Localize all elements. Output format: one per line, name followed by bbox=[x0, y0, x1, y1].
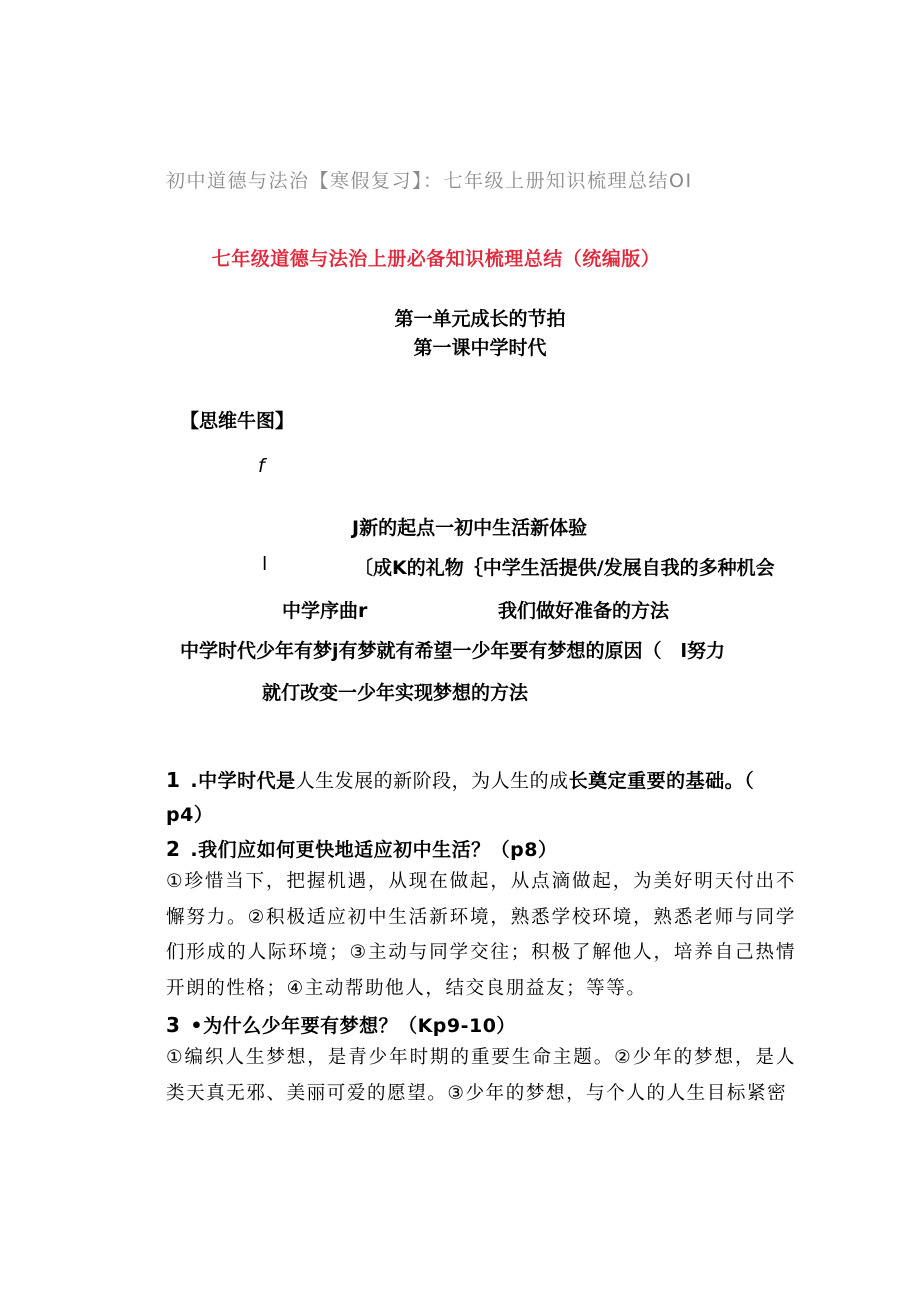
question-2-answer: ①珍惜当下，把握机遇，从现在做起，从点滴做起，为美好明天付出不懈努力。②积极适应初中生活新环境，熟悉学校环境，熟悉老师与同学们形成的人际环境；③主动与同学交往；积极了解他人，培养自己热情开朗的性格；④主动帮助他人，结交良朋益友；等等。 bbox=[166, 871, 796, 999]
question-1-bold-end: 长奠定重要的基础。（ bbox=[568, 770, 755, 792]
question-1-title bbox=[166, 766, 754, 793]
question-1-plain: 人生发展的新阶段，为人生的成 bbox=[295, 770, 569, 792]
question-number: 2 bbox=[166, 837, 181, 861]
mind-map-line-2: 〔成K的礼物｛中学生活提供/发展自我的多种机会 bbox=[354, 557, 775, 579]
lesson-heading: 第一课中学时代 bbox=[413, 337, 547, 359]
question-3-text: •为什么少年要有梦想？（Kp9-10） bbox=[190, 1015, 516, 1037]
question-number: 3 bbox=[166, 1013, 181, 1037]
mind-map-line-5: 就仃改变一少年实现梦想的方法 bbox=[262, 682, 529, 704]
question-number: 1 bbox=[166, 768, 181, 792]
mind-map-line-3-right: 我们做好准备的方法 bbox=[498, 600, 670, 622]
document-title: 七年级道德与法治上册必备知识梳理总结（统编版） bbox=[211, 248, 661, 270]
mind-map-line-2-mark: l bbox=[262, 553, 268, 575]
mind-map-mark-f: f bbox=[258, 455, 265, 477]
question-1-page-ref bbox=[166, 800, 213, 827]
question-1-tail: p4） bbox=[166, 804, 214, 826]
question-1-bold-start: .中学时代是 bbox=[190, 770, 296, 792]
mind-map-line-4: 中学时代少年有梦j有梦就有希望一少年要有梦想的原因（ l努力 bbox=[180, 640, 726, 662]
mind-map-line-3-left: 中学序曲r bbox=[282, 600, 368, 622]
mind-map-line-1: J新的起点一初中生活新体验 bbox=[352, 517, 588, 539]
unit-heading: 第一单元成长的节拍 bbox=[394, 308, 566, 330]
question-2-text: .我们应如何更快地适应初中生活？（p8） bbox=[190, 839, 558, 861]
question-3-title bbox=[166, 1011, 516, 1038]
question-2-title bbox=[166, 835, 557, 862]
header-line: 初中道德与法治【寒假复习】：七年级上册知识梳理总结OI bbox=[166, 170, 693, 192]
mind-map-label: 【思维牛图】 bbox=[180, 410, 295, 432]
question-3-answer: ①编织人生梦想，是青少年时期的重要生命主题。②少年的梦想，是人类天真无邪、美丽可爱的愿望。③少年的梦想，与个人的人生目标紧密 bbox=[166, 1047, 796, 1104]
